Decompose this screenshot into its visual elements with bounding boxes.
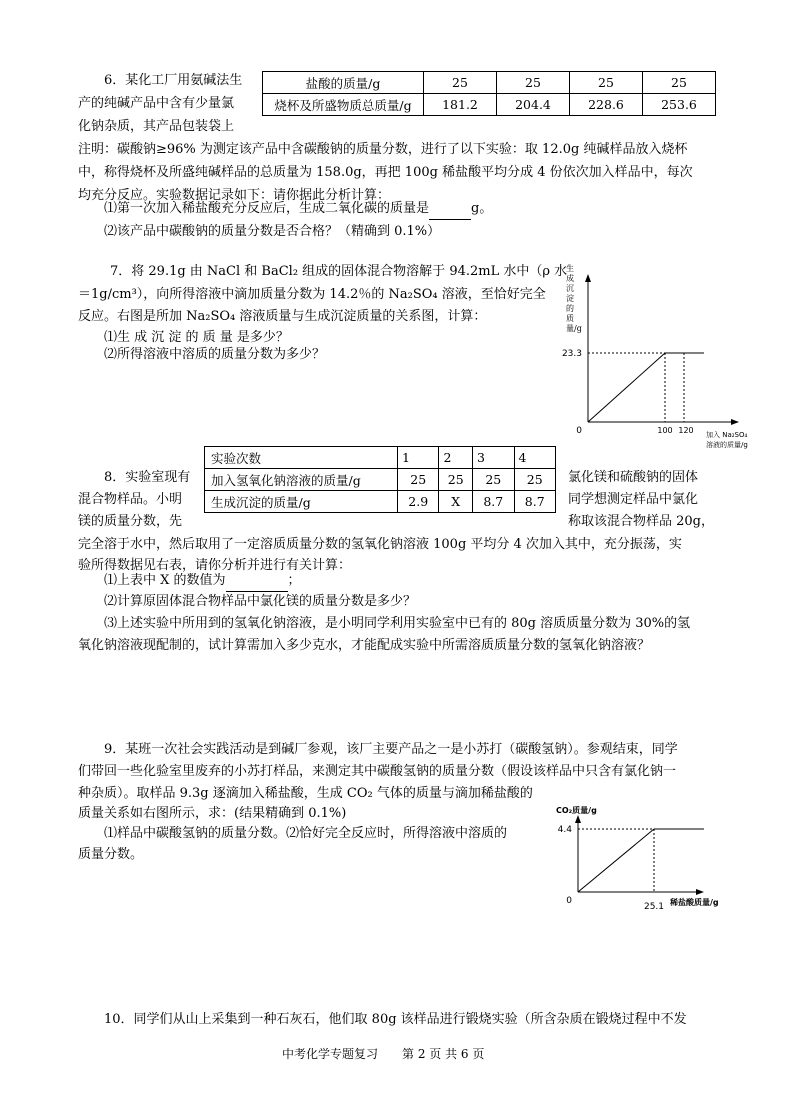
q8-text-line5: 验所得数据见右表，请你分析并进行有关计算： xyxy=(78,558,352,573)
y-axis-arrow xyxy=(585,274,591,282)
q9-text-line1: 9．某班一次社会实践活动是到碱厂参观，该厂主要产品之一是小苏打（碳酸氢钠）。参观结束，同学 xyxy=(104,742,678,757)
table-cell: 加入氢氧化钠溶液的质量/g xyxy=(205,469,398,491)
x-axis-label: 稀盐酸质量/g xyxy=(670,898,719,907)
q8-question-3-line2: 氧化钠溶液现配制的，试计算需加入多少克水，才能配成实验中所需溶质质量分数的氢氧化钠溶液？ xyxy=(78,638,651,653)
q9-co2-chart xyxy=(548,800,778,915)
y-tick-label: 4.4 xyxy=(557,825,572,835)
q9-text-line2: 们带回一些化验室里废弃的小苏打样品，来测定其中碳酸氢钠的质量分数（假设该样品中只含有氯化钠一 xyxy=(78,764,677,779)
table-cell: 3 xyxy=(473,447,514,469)
q8-right-line1: 氯化镁和硫酸钠的固体 xyxy=(568,470,699,485)
x-tick-label-1: 100 xyxy=(657,426,673,435)
q10-text-line1: 10．同学们从山上采集到一种石灰石，他们取 80g 该样品进行锻烧实验（所含杂质在锻烧过程中不发 xyxy=(104,1012,687,1027)
table-cell: 25 xyxy=(439,469,473,491)
q6-text-line3: 化钠杂质，其产品包装袋上 xyxy=(78,119,235,134)
table-cell: 生成沉淀的质量/g xyxy=(205,491,398,513)
y-axis-label: 生成沉淀的质量/g xyxy=(566,264,582,333)
q8-left-line2: 混合物样品。小明 xyxy=(78,492,183,507)
q9-text-line4: 质量关系如右图所示，求：(结果精确到 0.1%) xyxy=(78,806,347,821)
q7-text-line3: 反应。右图是所加 Na₂SO₄ 溶液质量与生成沉淀质量的关系图，计算： xyxy=(78,309,487,324)
q6-question-1-unit: g。 xyxy=(471,201,493,216)
table-cell: 4 xyxy=(514,447,556,469)
q7-question-1: ⑴生 成 沉 淀 的 质 量 是多少？ xyxy=(104,330,289,345)
q8-question-1-end: ； xyxy=(287,573,301,588)
table-cell: 25 xyxy=(424,72,497,94)
table-cell: 25 xyxy=(497,72,570,94)
table-cell: 228.6 xyxy=(570,94,643,116)
q7-text-line2: ＝1g/cm³），向所得溶液中滴加质量分数为 14.2％的 Na₂SO₄ 溶液，至恰好完全 xyxy=(78,287,546,302)
y-axis-arrow xyxy=(575,815,581,823)
q6-text-line5: 中，称得烧杯及所盛纯碱样品的总质量为 158.0g，再把 100g 稀盐酸平均分成 4 份依次加入样品中，每次 xyxy=(78,165,693,180)
answer-blank xyxy=(429,199,471,220)
table-cell: 204.4 xyxy=(497,94,570,116)
q9-text-line6: 质量分数。 xyxy=(78,847,144,862)
origin-label: 0 xyxy=(576,426,582,436)
table-cell: 1 xyxy=(398,447,439,469)
table-cell: 181.2 xyxy=(424,94,497,116)
q8-left-line3: 镁的质量分数，先 xyxy=(78,514,183,529)
rising-line xyxy=(588,353,665,422)
x-tick-label: 25.1 xyxy=(643,902,665,912)
q7-question-2: ⑵所得溶液中溶质的质量分数为多少？ xyxy=(104,347,326,362)
q8-question-1-text: ⑴上表中 X 的数值为 xyxy=(104,573,226,588)
q8-right-line3: 称取该混合物样品 20g， xyxy=(568,514,714,529)
table-row xyxy=(205,447,556,469)
q8-question-1 xyxy=(104,571,301,592)
q9-text-line5: ⑴样品中碳酸氢钠的质量分数。⑵恰好完全反应时，所得溶液中溶质的 xyxy=(104,826,508,841)
table-row xyxy=(263,72,716,94)
table-cell: 25 xyxy=(643,72,716,94)
table-row xyxy=(205,491,556,513)
page-footer: 中考化学专题复习 第 2 页 共 6 页 xyxy=(282,1047,485,1061)
q8-question-3-line1: ⑶上述实验中所用到的氢氧化钠溶液，是小明同学利用实验室中已有的 80g 溶质质量分数为 30%的氢 xyxy=(104,616,691,631)
table-cell: 2 xyxy=(439,447,473,469)
table-cell: 8.7 xyxy=(473,491,514,513)
q9-text-line3: 种杂质）。取样品 9.3g 逐滴加入稀盐酸，生成 CO₂ 气体的质量与滴加稀盐酸的 xyxy=(78,786,533,801)
q8-question-2: ⑵计算原固体混合物样品中氯化镁的质量分数是多少？ xyxy=(104,594,417,609)
x-axis-arrow xyxy=(696,889,704,895)
q6-text-line4: 注明：碳酸钠≥96% 为测定该产品中含碳酸钠的质量分数，进行了以下实验：取 12.0g 纯碱样品放入烧杯 xyxy=(78,142,688,157)
table-cell: 盐酸的质量/g xyxy=(263,72,424,94)
table-cell: 烧杯及所盛物质总质量/g xyxy=(263,94,424,116)
q8-text-line4: 完全溶于水中，然后取用了一定溶质质量分数的氢氧化钠溶液 100g 平均分 4 次加入其中，充分振荡，实 xyxy=(78,537,682,552)
x-axis-label-1: 加入 Na₂SO₄ xyxy=(706,431,748,439)
q6-question-1 xyxy=(104,199,492,220)
y-tick-label: 23.3 xyxy=(561,349,582,359)
table-cell: 25 xyxy=(570,72,643,94)
table-cell: X xyxy=(439,491,473,513)
y-axis-label: CO₂质量/g xyxy=(556,806,597,815)
q6-text-line6: 均充分反应。实验数据记录如下：请你据此分析计算： xyxy=(78,188,391,203)
answer-blank xyxy=(226,571,288,592)
q8-data-table xyxy=(204,446,556,513)
q8-left-line1: 8．实验室现有 xyxy=(104,470,191,485)
table-cell: 253.6 xyxy=(643,94,716,116)
table-cell: 25 xyxy=(398,469,439,491)
table-row xyxy=(205,469,556,491)
x-axis-label-2: 溶液的质量/g xyxy=(706,441,748,449)
q6-data-table xyxy=(262,71,716,116)
q6-question-1-text: ⑴第一次加入稀盐酸充分反应后，生成二氧化碳的质量是 xyxy=(104,201,430,216)
q8-right-line2: 同学想测定样品中氯化 xyxy=(568,492,699,507)
x-axis-arrow xyxy=(731,419,739,425)
table-cell: 25 xyxy=(473,469,514,491)
table-cell: 25 xyxy=(514,469,556,491)
table-row xyxy=(263,94,716,116)
origin-label: 0 xyxy=(566,896,572,906)
table-cell: 2.9 xyxy=(398,491,439,513)
q6-text-line2: 产的纯碱产品中含有少量氯 xyxy=(78,96,235,111)
q7-precipitate-chart xyxy=(558,250,783,460)
table-cell: 实验次数 xyxy=(205,447,398,469)
q7-text-line1: 7．将 29.1g 由 NaCl 和 BaCl₂ 组成的固体混合物溶解于 94.2mL 水中（ρ 水 xyxy=(110,264,568,279)
q6-text-line1: 6．某化工厂用氨碱法生 xyxy=(104,73,243,88)
table-cell: 8.7 xyxy=(514,491,556,513)
q6-question-2: ⑵该产品中碳酸钠的质量分数是否合格？（精确到 0.1%） xyxy=(104,224,441,239)
x-tick-label-2: 120 xyxy=(678,426,694,435)
rising-line xyxy=(578,829,654,892)
